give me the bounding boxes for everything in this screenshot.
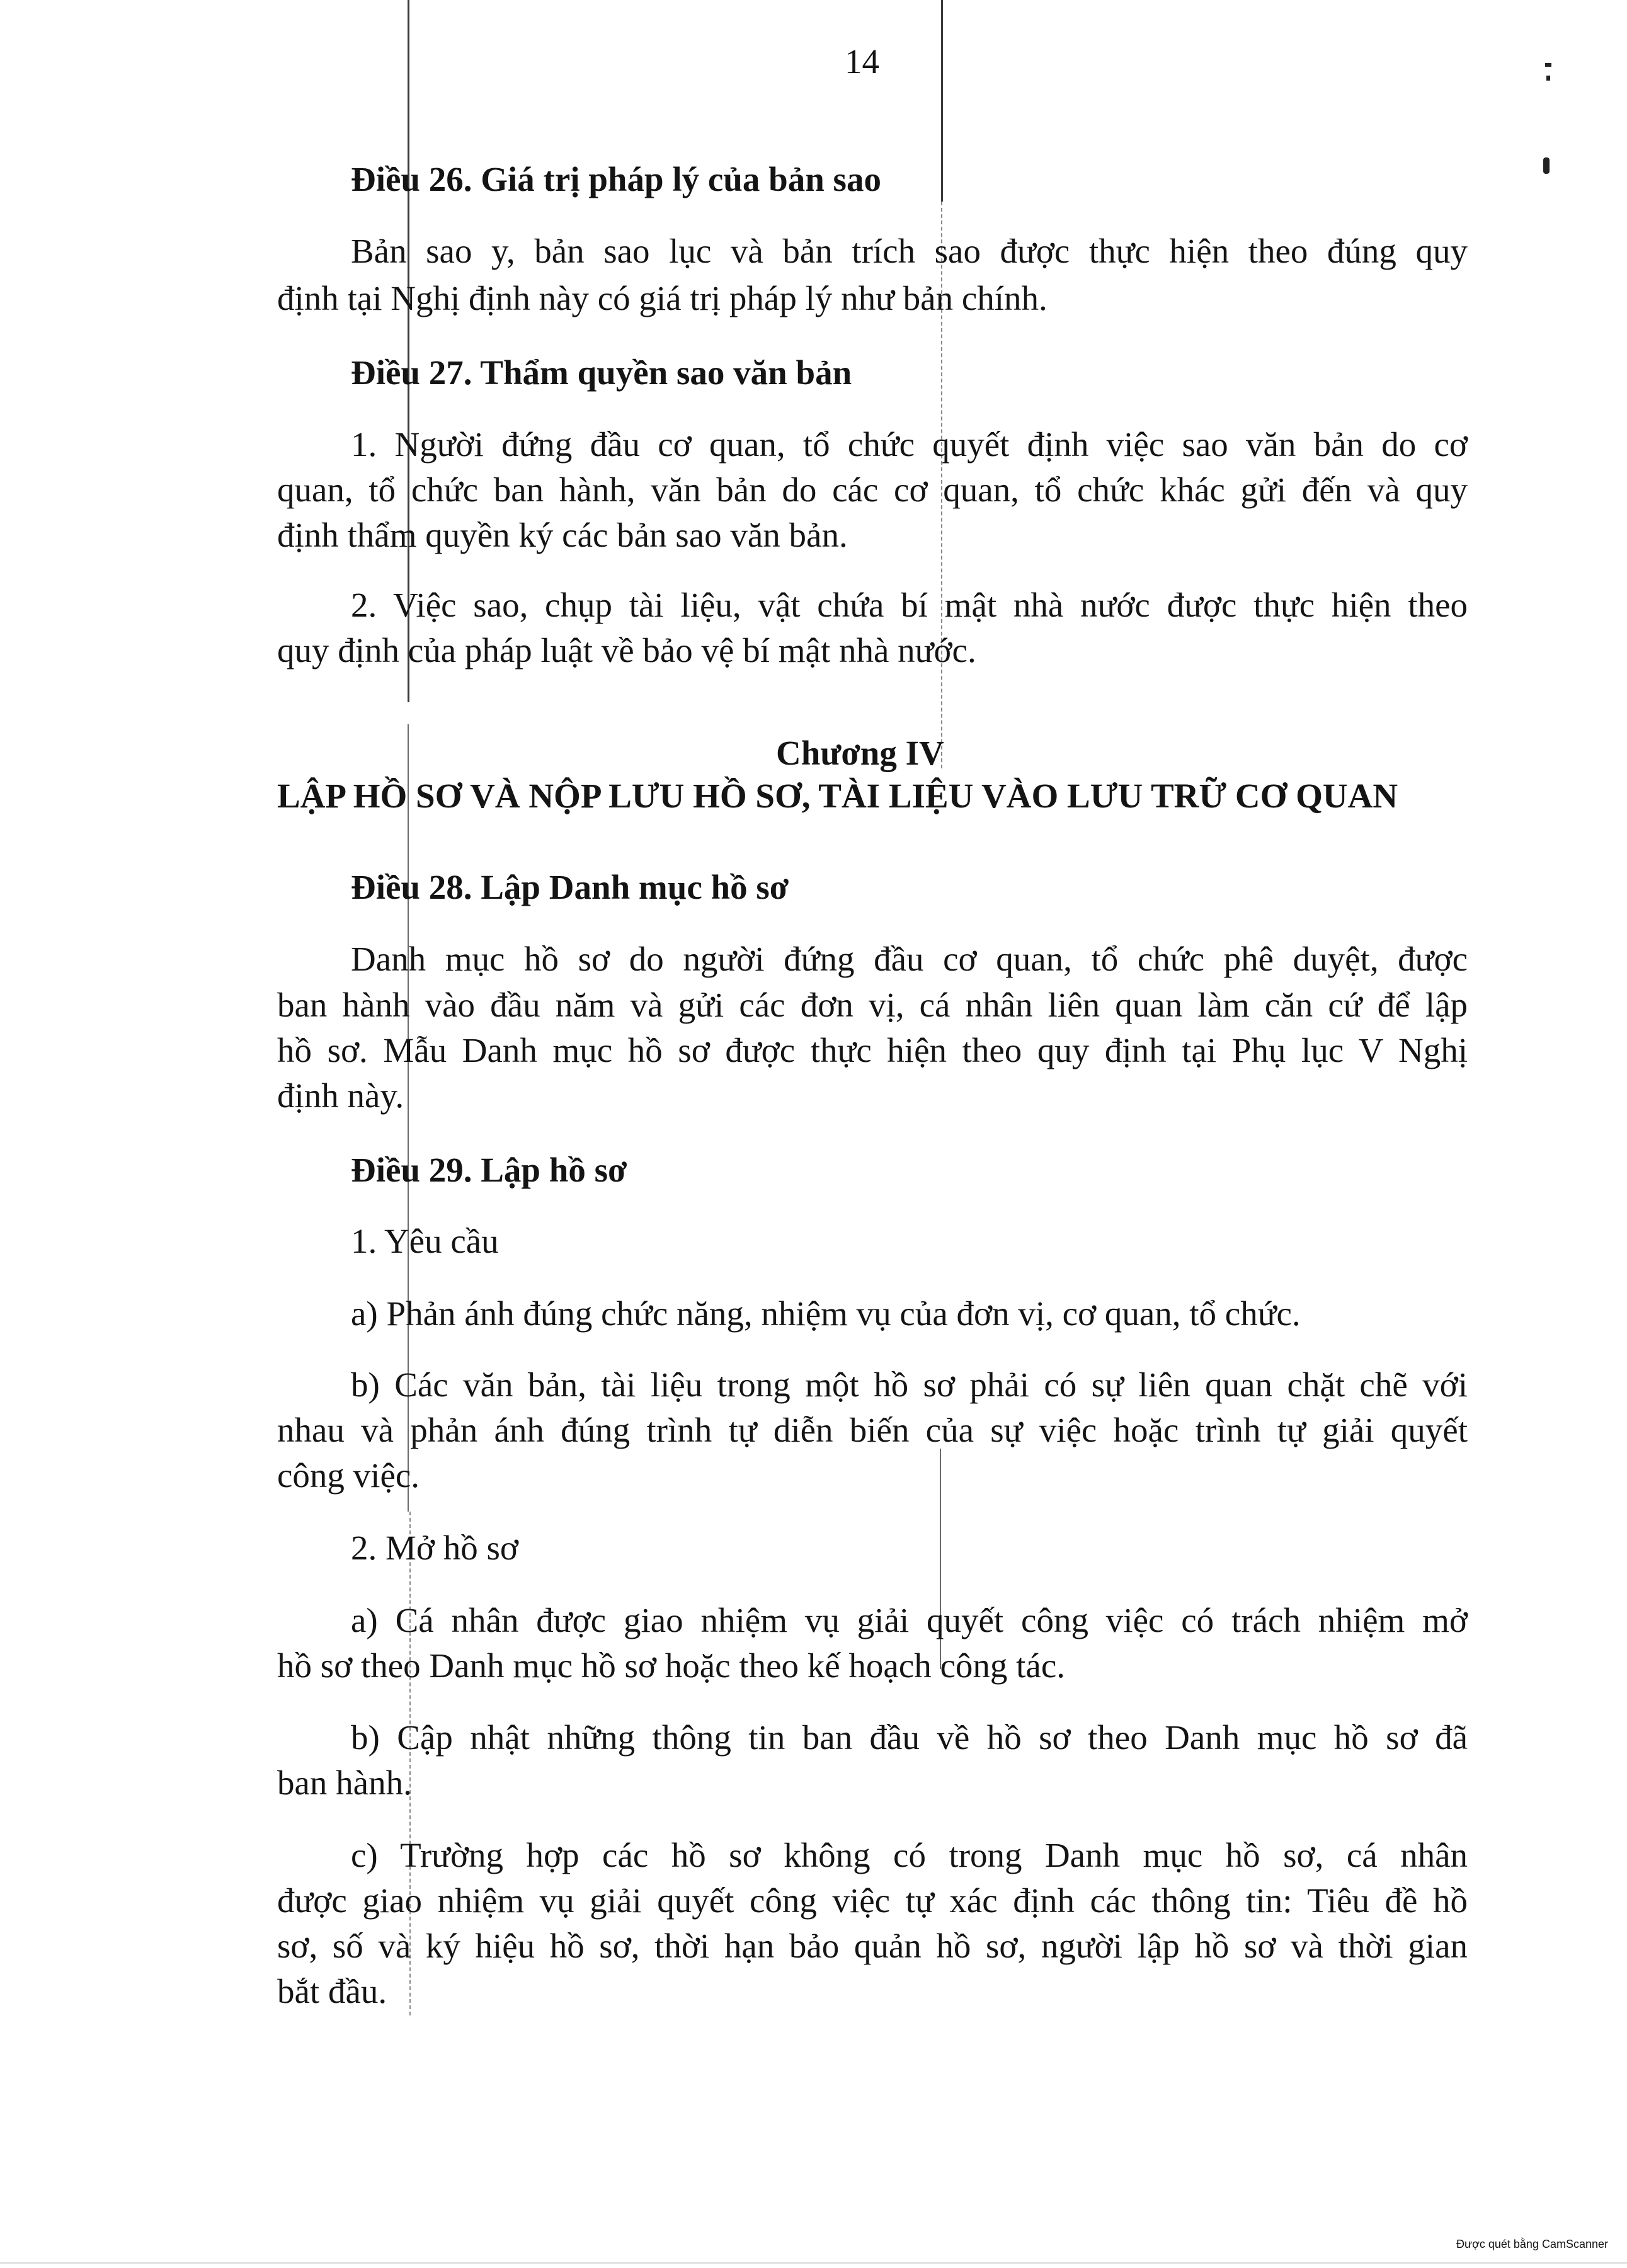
article-29-2c-line-2: được giao nhiệm vụ giải quyết công việc tự xác định các thông tin: Tiêu đề hồ	[277, 1881, 1468, 1920]
scan-speck	[1545, 63, 1551, 67]
article-27-item-1-line-1: 1. Người đứng đầu cơ quan, tổ chức quyết định việc sao văn bản do cơ	[351, 425, 1468, 464]
article-29-2b-line-2: ban hành.	[277, 1764, 412, 1802]
chapter-number: Chương IV	[776, 734, 944, 772]
article-29-2c-line-4: bắt đầu.	[277, 1972, 387, 2010]
article-27-item-2-line-2: quy định của pháp luật về bảo vệ bí mật nhà nước.	[277, 631, 976, 670]
article-26-heading: Điều 26. Giá trị pháp lý của bản sao	[351, 160, 881, 198]
article-28-line-1: Danh mục hồ sơ do người đứng đầu cơ quan, tổ chức phê duyệt, được	[351, 940, 1468, 978]
article-29-1b-line-2: nhau và phản ánh đúng trình tự diễn biến của sự việc hoặc trình tự giải quyết	[277, 1411, 1468, 1449]
article-27-item-1-line-2: quan, tổ chức ban hành, văn bản do các cơ quan, tổ chức khác gửi đến và quy	[277, 470, 1468, 509]
article-29-2a-line-1: a) Cá nhân được giao nhiệm vụ giải quyết công việc có trách nhiệm mở	[351, 1601, 1468, 1639]
scan-fold-line-right	[941, 0, 943, 202]
chapter-title: LẬP HỒ SƠ VÀ NỘP LƯU HỒ SƠ, TÀI LIỆU VÀO LƯU TRỮ CƠ QUAN	[277, 777, 1398, 815]
scan-speck	[1546, 76, 1550, 81]
page-number: 14	[845, 42, 879, 81]
article-29-2c-line-1: c) Trường hợp các hồ sơ không có trong Danh mục hồ sơ, cá nhân	[351, 1836, 1468, 1874]
article-26-line-1: Bản sao y, bản sao lục và bản trích sao được thực hiện theo đúng quy	[351, 232, 1468, 270]
article-28-line-4: định này.	[277, 1076, 404, 1115]
article-26-line-2: định tại Nghị định này có giá trị pháp lý như bản chính.	[277, 279, 1048, 317]
article-27-item-1-line-3: định thẩm quyền ký các bản sao văn bản.	[277, 516, 848, 554]
article-27-item-2-line-1: 2. Việc sao, chụp tài liệu, vật chứa bí mật nhà nước được thực hiện theo	[351, 586, 1468, 624]
article-28-heading: Điều 28. Lập Danh mục hồ sơ	[351, 868, 789, 906]
article-29-2b-line-1: b) Cập nhật những thông tin ban đầu về hồ sơ theo Danh mục hồ sơ đã	[351, 1718, 1468, 1757]
article-29-1b-line-3: công việc.	[277, 1456, 420, 1495]
article-27-heading: Điều 27. Thẩm quyền sao văn bản	[351, 353, 852, 392]
article-29-1b-line-1: b) Các văn bản, tài liệu trong một hồ sơ phải có sự liên quan chặt chẽ với	[351, 1365, 1468, 1404]
article-29-2c-line-3: sơ, số và ký hiệu hồ sơ, thời hạn bảo quản hồ sơ, người lập hồ sơ và thời gian	[277, 1927, 1468, 1965]
article-28-line-3: hồ sơ. Mẫu Danh mục hồ sơ được thực hiện theo quy định tại Phụ lục V Nghị	[277, 1031, 1468, 1069]
article-28-line-2: ban hành vào đầu năm và gửi các đơn vị, cá nhân liên quan làm căn cứ để lập	[277, 986, 1468, 1024]
scan-speck	[1543, 157, 1550, 174]
scanner-watermark: Được quét bằng CamScanner	[1456, 2238, 1608, 2250]
article-29-section-1: 1. Yêu cầu	[351, 1222, 499, 1260]
article-29-section-2: 2. Mở hồ sơ	[351, 1529, 518, 1567]
article-29-heading: Điều 29. Lập hồ sơ	[351, 1151, 627, 1189]
article-29-2a-line-2: hồ sơ theo Danh mục hồ sơ hoặc theo kế hoạch công tác.	[277, 1646, 1066, 1685]
article-29-1a-line-1: a) Phản ánh đúng chức năng, nhiệm vụ của đơn vị, cơ quan, tổ chức.	[351, 1294, 1301, 1333]
bottom-edge	[0, 2262, 1627, 2264]
